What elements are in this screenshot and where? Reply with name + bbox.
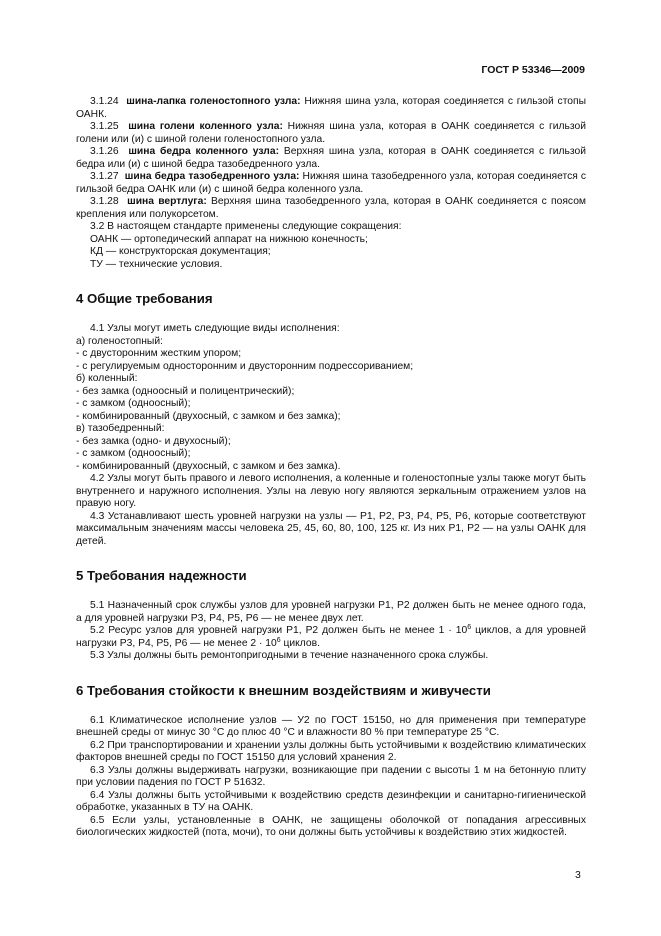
list-item: - комбинированный (двухосный, с замком и без замка). [76, 460, 341, 472]
section-heading: 6 Требования стойкости к внешним воздействиям и живучести [76, 682, 491, 698]
list-item: б) коленный: [76, 373, 138, 384]
definition-number: 3.1.28 [90, 196, 119, 207]
list-item: - комбинированный (двухосный, с замком и без замка); [76, 410, 341, 422]
standard-header: ГОСТ Р 53346—2009 [481, 64, 585, 76]
text-run: циклов. [280, 637, 320, 649]
definition-text: Нижняя шина узла, которая в ОАНК соединяется с гильзой голени или (и) с шиной голени голеностопного узла. [76, 121, 586, 145]
definition-text: Верхняя шина тазобедренного узла, которая в ОАНК соединяется с поясом крепления или полукорсетом. [76, 196, 587, 220]
abbrev-item: ТУ — технические условия. [90, 258, 223, 270]
paragraph: 6.3 Узлы должны выдерживать нагрузки, возникающие при падении с высоты 1 м на бетонную плиту при условии падения по ГОСТ Р 51632. [76, 764, 586, 788]
exponent: 6 [467, 624, 472, 631]
list-item: - с замком (одноосный); [76, 448, 191, 459]
definition-text: Нижняя шина тазобедренного узла, которая соединяется с гильзой бедра ОАНК или (и) с шиной бедра коленного узла. [76, 171, 586, 195]
list-item: - с двусторонним жестким упором; [76, 348, 242, 359]
section-heading: 5 Требования надежности [76, 568, 247, 583]
definition-term: шина бедра тазобедренного узла: [124, 171, 300, 182]
definition-item [76, 171, 586, 196]
text-run: 5.2 Ресурс узлов для уровней нагрузки Р1, Р2 должен быть не менее 1 · 10 [90, 625, 468, 636]
paragraph: 6.4 Узлы должны быть устойчивыми к воздействию средств дезинфекции и санитарно-гигиенической обработке, указанных в ТУ на ОАНК. [76, 789, 586, 813]
page-number: 3 [575, 869, 581, 881]
list-item: - без замка (одноосный и полицентрический); [76, 385, 295, 397]
definition-number: 3.1.27 [90, 171, 119, 182]
abbrev-item: КД — конструкторская документация; [90, 246, 271, 257]
list-item: а) голеностопный: [76, 335, 163, 347]
paragraph [76, 625, 586, 650]
list-item: - с регулируемым односторонним и двусторонним подрессориванием; [76, 360, 414, 372]
definition-text: Нижняя шина узла, которая соединяется с гильзой стопы ОАНК. [76, 96, 586, 120]
definition-term: шина вертлуга: [127, 196, 207, 207]
exponent: 6 [276, 636, 281, 644]
definition-item [76, 196, 586, 221]
list-item: в) тазобедренный: [76, 423, 165, 434]
definition-item [76, 121, 586, 146]
list-item: - с замком (одноосный); [76, 398, 191, 409]
paragraph: 6.1 Климатическое исполнение узлов — У2 по ГОСТ 15150, но для применения при температуре внешней среды от минус 30 °С до плюс 40 °С и влажности 80 % при температуре 25 °С. [76, 714, 586, 738]
paragraph: 4.1 Узлы могут иметь следующие виды исполнения: [90, 323, 340, 334]
abbrev-intro: 3.2 В настоящем стандарте применены следующие сокращения: [90, 221, 402, 232]
section-heading: 4 Общие требования [76, 291, 213, 306]
definition-term: шина бедра коленного узла: [128, 146, 280, 157]
abbrev-item: ОАНК — ортопедический аппарат на нижнюю конечность; [90, 233, 368, 245]
definition-number: 3.1.24 [90, 96, 119, 107]
definition-term: шина голени коленного узла: [128, 121, 283, 132]
text-run: циклов, а для уровней нагрузки Р3, Р4, Р5, Р6 — не менее 2 · 10 [76, 625, 586, 649]
definition-text: Верхняя шина узла, которая в ОАНК соединяется с гильзой бедра или (и) с шиной бедра тазобедренного узла. [76, 146, 586, 170]
definition-number: 3.1.25 [90, 121, 119, 132]
paragraph: 5.1 Назначенный срок службы узлов для уровней нагрузки Р1, Р2 должен быть не менее одного года, а для уровней нагрузки Р3, Р4, Р5, Р6 — не менее двух лет. [76, 600, 586, 624]
definition-term: шина-лапка голеностопного узла: [126, 96, 301, 107]
paragraph: 6.2 При транспортировании и хранении узлы должны быть устойчивыми к воздействию климатических факторов внешней среды по ГОСТ 15150 для условий хранения 2. [76, 739, 586, 763]
paragraph: 6.5 Если узлы, установленные в ОАНК, не защищены оболочкой от попадания агрессивных биологических жидкостей (пота, мочи), то они должны быть устойчивы к воздействию этих жидкостей. [76, 814, 586, 838]
list-item: - без замка (одно- и двухосный); [76, 435, 231, 447]
paragraph: 4.2 Узлы могут быть правого и левого исполнения, а коленные и голеностопные узлы также могут быть внутреннего и наружного исполнения. Узлы на левую ногу являются зеркальным отражением узлов на правую ногу. [76, 473, 586, 509]
definition-number: 3.1.26 [90, 146, 119, 157]
definition-item [76, 146, 586, 171]
paragraph: 5.3 Узлы должны быть ремонтопригодными в течение назначенного срока службы. [90, 650, 489, 661]
definition-item [76, 96, 586, 121]
paragraph: 4.3 Устанавливают шесть уровней нагрузки на узлы — Р1, Р2, Р3, Р4, Р5, Р6, которые соответствуют максимальным значениям массы человека 25, 45, 60, 80, 100, 125 кг. Из них Р1, Р2 — на узлы ОАНК для детей. [76, 510, 586, 547]
page-content [76, 96, 586, 840]
